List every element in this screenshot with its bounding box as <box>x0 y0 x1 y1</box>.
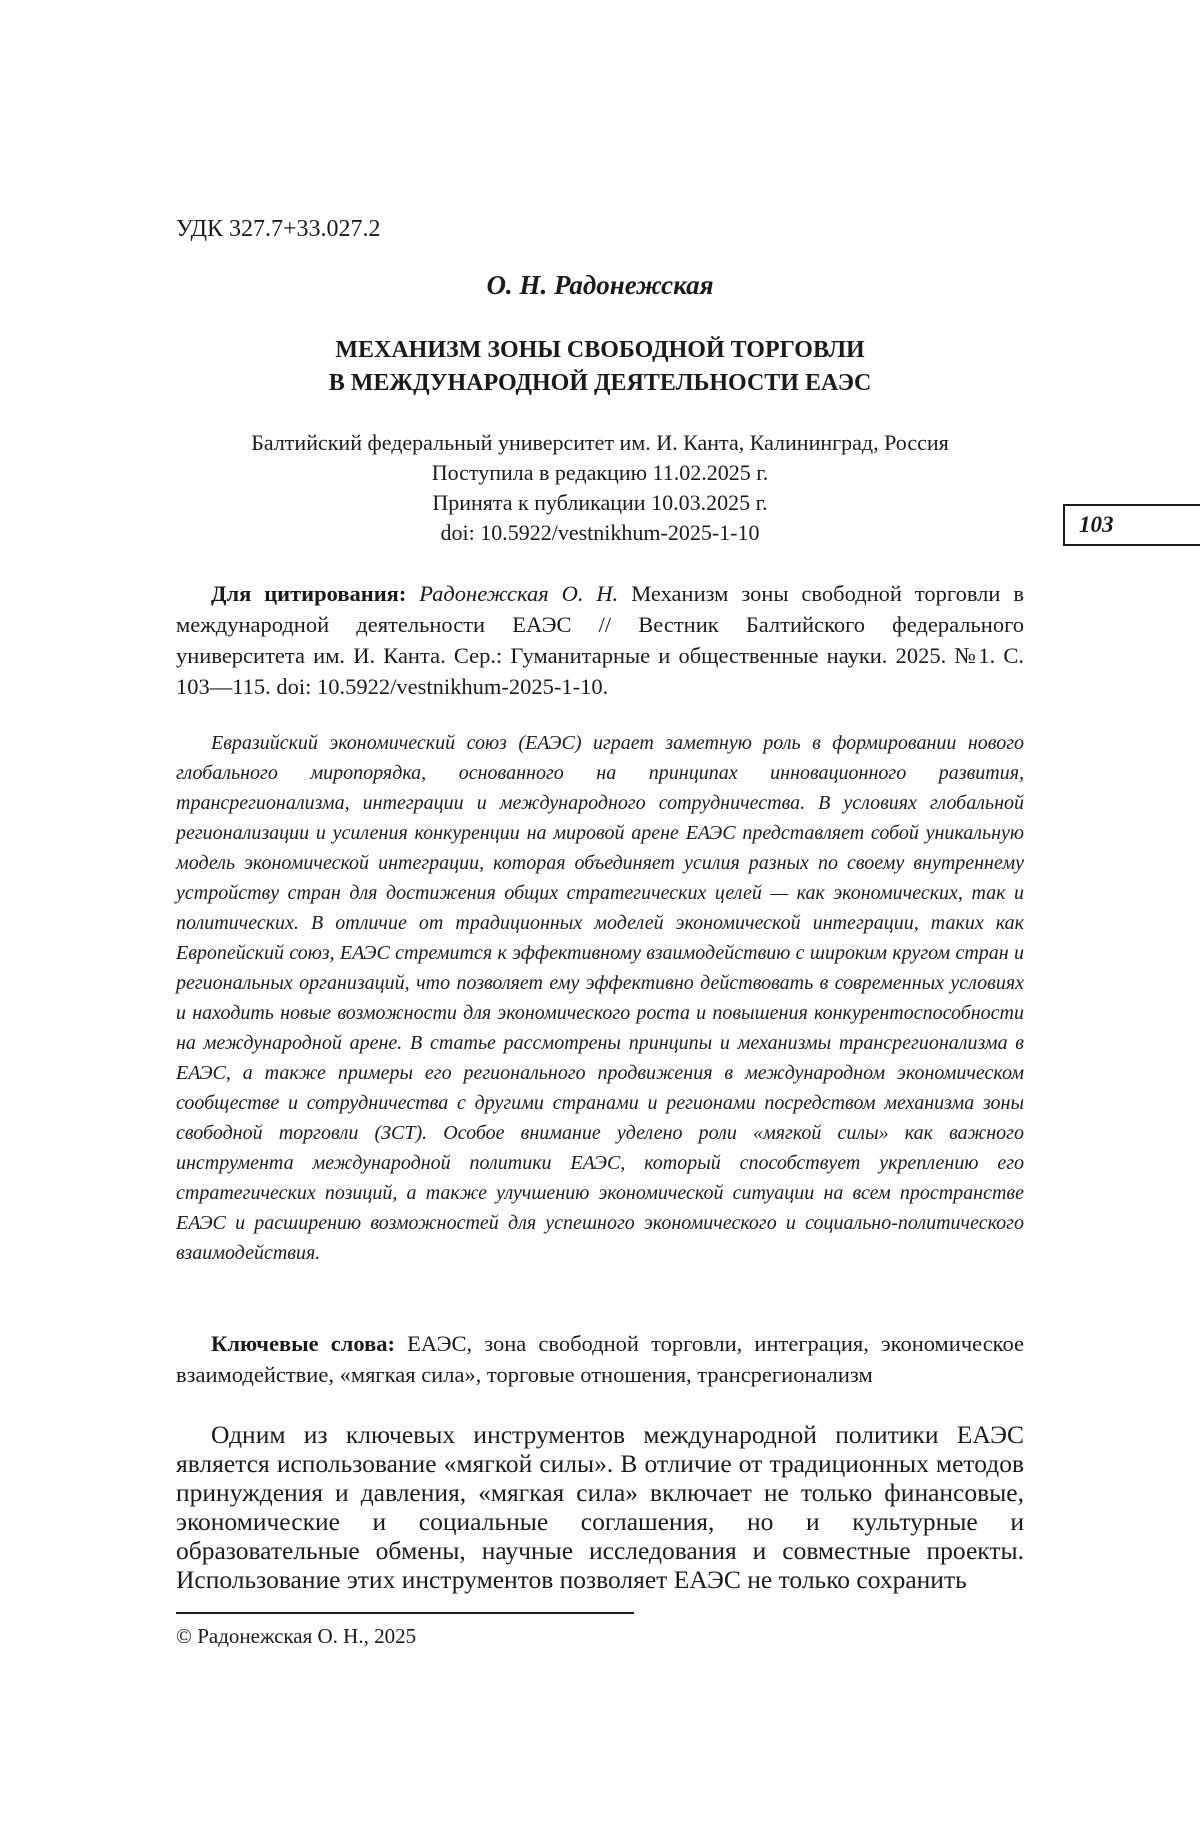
citation-block <box>176 578 1024 702</box>
author-name: О. Н. Радонежская <box>486 270 714 300</box>
university: Балтийский федеральный университет им. И. Канта, Калининград, Россия <box>251 430 949 455</box>
abstract <box>176 728 1024 1268</box>
citation-author: Радонежская О. Н. <box>419 581 619 606</box>
title-line-1: МЕХАНИЗМ ЗОНЫ СВОБОДНОЙ ТОРГОВЛИ <box>335 337 865 363</box>
article-title <box>176 334 1024 400</box>
footnote-rule <box>176 1612 634 1614</box>
affiliation-block <box>176 428 1024 548</box>
citation-label: Для цитирования: <box>211 581 407 606</box>
title-line-2: В МЕЖДУНАРОДНОЙ ДЕЯТЕЛЬНОСТИ ЕАЭС <box>328 370 872 396</box>
udc-code: УДК 327.7+33.027.2 <box>176 216 381 242</box>
keywords-block <box>176 1328 1024 1390</box>
citation-text: Механизм зоны свободной торговли в международной деятельности ЕАЭС // Вестник Балтийского федерального университета им. И. Канта. Сер.: Гуманитарные и общественные науки. 2025. №1. С. 103—115. doi: 10.5922/vestnikhum-2025-1-10. <box>176 581 1024 699</box>
received-date: Поступила в редакцию 11.02.2025 г. <box>431 460 769 485</box>
copyright: © Радонежская О. Н., 2025 <box>176 1624 417 1648</box>
doi: doi: 10.5922/vestnikhum-2025-1-10 <box>440 520 760 545</box>
body-text <box>176 1420 1024 1594</box>
page-number: 103 <box>1063 504 1200 546</box>
body-paragraph: Одним из ключевых инструментов международной политики ЕАЭС является использование «мягкой силы». В отличие от традиционных методов принуждения и давления, «мягкая сила» включает не только финансовые, экономические и социальные соглашения, но и культурные и образовательные обмены, научные исследования и совместные проекты. Использование этих инструментов позволяет ЕАЭС не только сохранить <box>176 1420 1024 1594</box>
keywords-label: Ключевые слова: <box>211 1331 395 1356</box>
accepted-date: Принята к публикации 10.03.2025 г. <box>432 490 768 515</box>
abstract-text: Евразийский экономический союз (ЕАЭС) играет заметную роль в формировании нового глобального миропорядка, основанного на принципах инновационного развития, трансрегионализма, интеграции и международного сотрудничества. В условиях глобальной регионализации и усиления конкуренции на мировой арене ЕАЭС представляет собой уникальную модель экономической интеграции, которая объединяет усилия разных по своему внутреннему устройству стран для достижения общих стратегических целей — как экономических, так и политических. В отличие от традиционных моделей экономической интеграции, таких как Европейский союз, ЕАЭС стремится к эффективному взаимодействию с широким кругом стран и региональных организаций, что позволяет ему эффективно действовать в современных условиях и находить новые возможности для экономического роста и повышения конкурентоспособности на международной арене. В статье рассмотрены принципы и механизмы трансрегионализма в ЕАЭС, а также примеры его регионального продвижения в международном экономическом сообществе и сотрудничества с другими странами и регионами посредством механизма зоны свободной торговли (ЗСТ). Особое внимание уделено роли «мягкой силы» как важного инструмента международной политики ЕАЭС, который способствует укреплению его стратегических позиций, а также улучшению экономической ситуации на всем пространстве ЕАЭС и расширению возможностей для успешного экономического и социально-политического взаимодействия. <box>176 732 1024 1264</box>
keywords-text: ЕАЭС, зона свободной торговли, интеграция, экономическое взаимодействие, «мягкая сила», торговые отношения, трансрегионализм <box>176 1331 1024 1387</box>
